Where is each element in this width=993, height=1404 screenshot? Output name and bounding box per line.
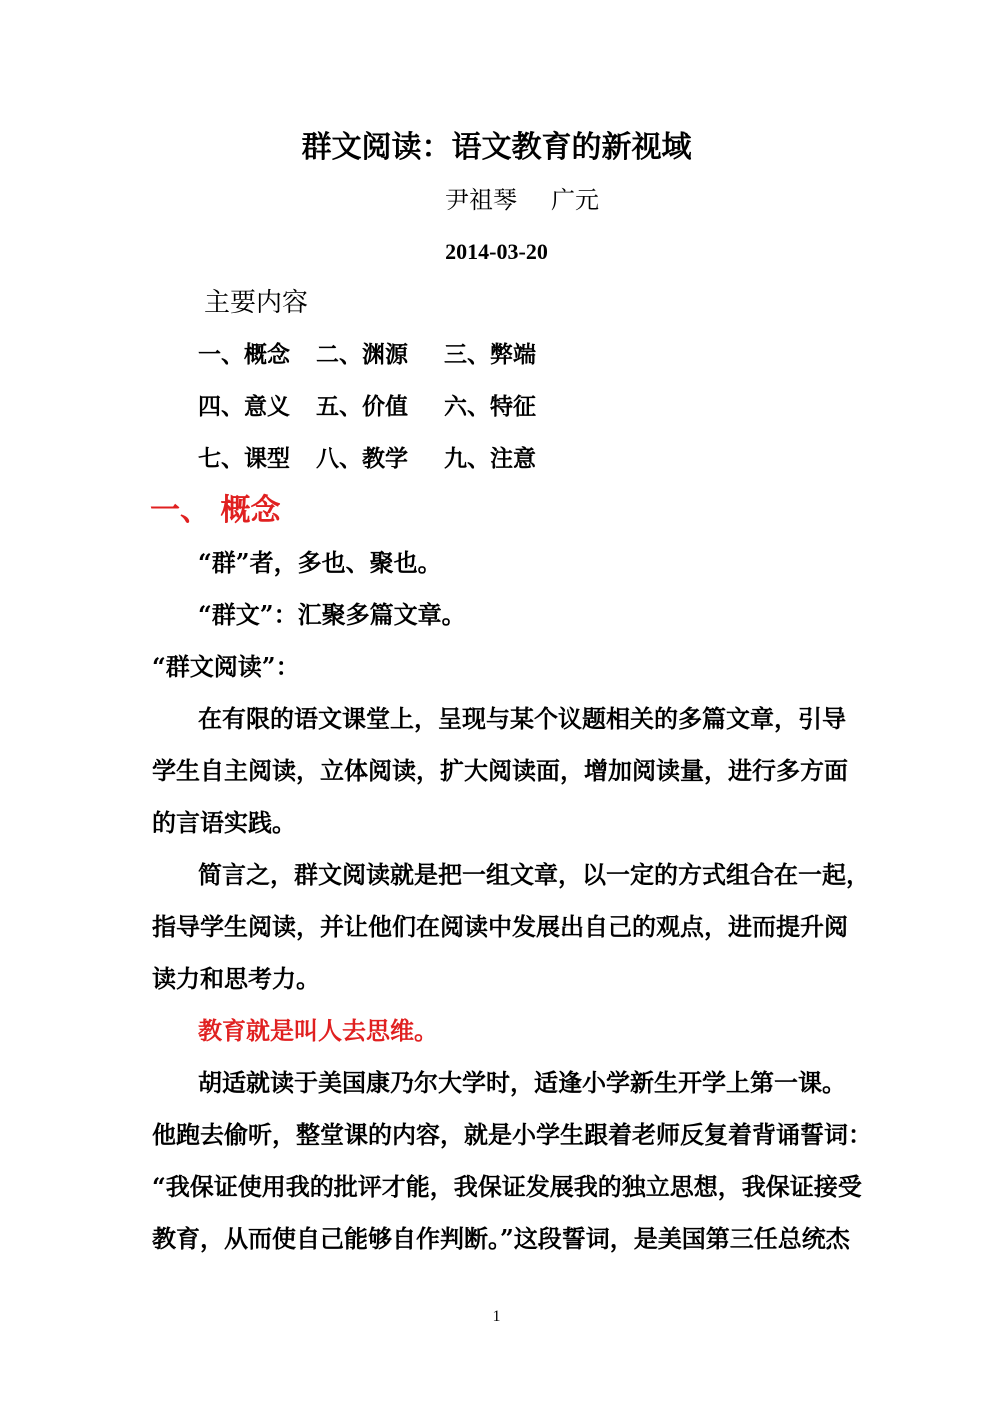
toc-item: 二、渊源 bbox=[316, 341, 408, 368]
body-line: “群文”：汇聚多篇文章。 bbox=[198, 600, 466, 629]
body-line: 胡适就读于美国康乃尔大学时，适逢小学新生开学上第一课。 bbox=[198, 1068, 846, 1097]
body-line: “群”者，多也、聚也。 bbox=[198, 548, 442, 577]
toc-item: 八、教学 bbox=[316, 445, 408, 472]
toc-item: 七、课型 bbox=[198, 445, 290, 472]
author-name: 尹祖琴 bbox=[445, 186, 517, 214]
body-line: “我保证使用我的批评才能，我保证发展我的独立思想，我保证接受 bbox=[152, 1172, 862, 1201]
page-number: 1 bbox=[492, 1308, 501, 1325]
body-line: 教育，从而使自己能够自作判断。”这段誓词，是美国第三任总统杰 bbox=[152, 1224, 850, 1253]
body-line: 简言之，群文阅读就是把一组文章，以一定的方式组合在一起， bbox=[198, 860, 870, 889]
section-heading: 一、 概念 bbox=[150, 493, 281, 528]
body-line: 指导学生阅读，并让他们在阅读中发展出自己的观点，进而提升阅 bbox=[152, 912, 848, 941]
body-line: 学生自主阅读，立体阅读，扩大阅读面，增加阅读量，进行多方面 bbox=[152, 756, 848, 785]
toc-item: 一、概念 bbox=[198, 341, 290, 368]
author-location: 广元 bbox=[551, 186, 599, 214]
document-date: 2014-03-20 bbox=[445, 239, 548, 264]
toc-item: 三、弊端 bbox=[444, 341, 536, 368]
toc-item: 九、注意 bbox=[444, 445, 536, 472]
contents-heading: 主要内容 bbox=[204, 288, 309, 318]
body-line: 的言语实践。 bbox=[152, 808, 296, 837]
toc-item: 六、特征 bbox=[444, 393, 536, 420]
highlight-line: 教育就是叫人去思维。 bbox=[198, 1016, 438, 1045]
document-title: 群文阅读：语文教育的新视域 bbox=[301, 130, 692, 165]
body-line: 读力和思考力。 bbox=[152, 964, 320, 993]
toc-item: 四、意义 bbox=[198, 393, 290, 420]
body-line: 他跑去偷听，整堂课的内容，就是小学生跟着老师反复着背诵誓词： bbox=[152, 1120, 872, 1149]
toc-item: 五、价值 bbox=[316, 393, 408, 420]
body-line: 在有限的语文课堂上，呈现与某个议题相关的多篇文章，引导 bbox=[198, 704, 846, 733]
body-line: “群文阅读”： bbox=[152, 652, 300, 681]
author-line bbox=[445, 185, 599, 215]
